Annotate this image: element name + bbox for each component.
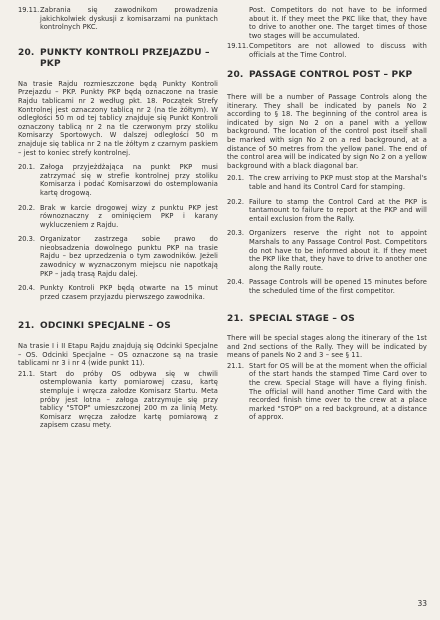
section-intro-21-pl: Na trasie I i II Etapu Rajdu znajdują się Odcinki Specjalne – OS. Odcinki Specjalne – OS oznaczone są na trasie tablicami nr 3 i nr 4 (wide punkt 11).: [18, 341, 218, 368]
section-intro-20-en: There will be a number of Passage Controls along the itinerary. They shall be indicated by panels No 2 according to § 18. The beginning of the control area is indicated by sign No 2 on a panel with a yellow background. The location of the control post itself shall be marked with sign No 2 on a red background, at a distance of 50 metres from the yellow panel. The end of the control area will be indicated by sign No 2 on a yellow background with a black diagonal bar.: [227, 93, 427, 170]
section-heading-21-pl: [18, 321, 218, 333]
section-title: PUNKTY KONTROLI PRZEJAZDU – PKP: [40, 47, 210, 70]
item-number: 20.1.: [227, 174, 245, 183]
item-21-1-pl: [18, 370, 218, 430]
item-text: Passage Controls will be opened 15 minutes before the scheduled time of the first competitor.: [249, 278, 427, 295]
item-text: Start do próby OS odbywa się w chwili ostemplowania karty pomiarowej czasu, kartę stempluje i wręcza załodze Komisarz Startu. Meta próby jest lotna – załoga zatrzymuje się przy tablicy "STOP" umieszczonej 200 m za linią Mety. Komisarz wręcza załodze kartę pomiarową z zapisem czasu mety.: [40, 369, 218, 430]
item-text: Brak w karcie drogowej wizy z punktu PKP jest równoznaczny z ominięciem PKP i karany wykluczeniem z Rajdu.: [40, 203, 218, 229]
section-number: 21.: [18, 321, 35, 332]
item-text: Organizator zastrzega sobie prawo do nieobsadzenia dowolnego punktu PKP na trasie Rajdu – bez uprzedzenia o tym zawodników. Jeżeli zawodnicy w wyznaczonym miejscu nie napotkają PKP – jadą trasą Rajdu dalej.: [40, 235, 218, 278]
section-intro-20-pl: Na trasie Rajdu rozmieszczone będą Punkty Kontroli Przejazdu – PKP. Punkty PKP będą oznaczone na trasie Rajdu tablicami nr 2 według pkt. 18. Początek Strefy Kontrolnej jest oznaczony tablicą nr 2 (na tle żółtym). W odległości 50 m od tej tablicy znajduje się Punkt Kontroli oznaczony tablicą nr 2 na tle czerwonym przy stoliku Komisarzy Sportowych. W dalszej odległości 50 m znajduje się tablica nr 2 na tle żółtym z czarnym paskiem – jest to koniec strefy kontrolnej.: [18, 79, 218, 157]
item-number: 20.3.: [227, 229, 245, 238]
item-text: Failure to stamp the Control Card at the PKP is tantamount to failure to report at the PKP and will entail exclusion from the Rally.: [249, 197, 427, 223]
item-text: Punkty Kontroli PKP będą otwarte na 15 minut przed czasem przyjazdu pierwszego zawodnika.: [40, 284, 218, 301]
item-number: 20.3.: [18, 235, 36, 244]
item-text: Zabrania się zawodnikom prowadzenia jakichkolwiek dyskusji z komisarzami na punktach kontrolnych PKC.: [40, 6, 218, 32]
item-number: 21.1.: [18, 369, 36, 378]
item-text: Start for OS will be at the moment when the official of the start hands the stamped Time Card over to the crew. Special Stage will have a flying finish. The official will hand another Time Card with the recorded finish time over to the crew at a place marked "STOP" on a red background, at a distance of approx.: [249, 361, 427, 422]
section-title: ODCINKI SPECJALNE – OS: [40, 321, 171, 332]
item-21-1-en: [227, 362, 427, 422]
item-number: 19.11.: [18, 6, 40, 14]
item-number: 19.11.: [227, 42, 249, 51]
section-heading-20-pl: [18, 48, 218, 71]
item-20-2-pl: [18, 204, 218, 230]
section-number: 20.: [18, 47, 35, 58]
item-number: 21.1.: [227, 361, 245, 370]
item-20-1-pl: [18, 163, 218, 197]
item-text: The crew arriving to PKP must stop at the Marshal's table and hand its Control Card for stamping.: [249, 174, 427, 191]
page-number: 33: [417, 599, 427, 608]
section-heading-21-en: [227, 314, 427, 326]
section-number: 20.: [227, 69, 244, 80]
item-20-3-en: [227, 229, 427, 272]
section-title: SPECIAL STAGE – OS: [249, 313, 355, 324]
item-number: 20.1.: [18, 163, 36, 172]
item-number: 20.4.: [227, 278, 245, 287]
item-19-11-en: [227, 42, 427, 59]
left-column-polish: [18, 6, 218, 436]
item-20-4-pl: [18, 284, 218, 301]
item-20-1-en: [227, 174, 427, 191]
section-heading-20-en: [227, 70, 427, 82]
item-number: 20.4.: [18, 284, 36, 293]
item-number: 20.2.: [227, 197, 245, 206]
item-20-4-en: [227, 278, 427, 295]
item-text: Organizers reserve the right not to appoint Marshals to any Passage Control Post. Competitors do not have to be informed about it. If they meet the PKP like that, they have to drive to another one along the Rally route.: [249, 229, 427, 272]
item-text: Competitors are not allowed to discuss with officials at the Time Control.: [249, 42, 427, 59]
item-19-11-pl: [18, 6, 218, 32]
section-intro-21-en: There will be special stages along the itinerary of the 1st and 2nd sections of the Rally. They will be indicated by means of panels No 2 and 3 – see § 11.: [227, 334, 427, 360]
continued-text-en: [227, 6, 427, 40]
item-number: 20.2.: [18, 203, 36, 212]
section-title: PASSAGE CONTROL POST – PKP: [249, 69, 413, 80]
right-column-english: [227, 6, 427, 428]
item-20-2-en: [227, 198, 427, 224]
item-text: Post. Competitors do not have to be informed about it. If they meet the PKC like that, they have to drive to another one. The target times of those two stages will be accumulated.: [249, 6, 427, 40]
section-number: 21.: [227, 313, 244, 324]
item-text: Załoga przyjeżdżająca na punkt PKP musi zatrzymać się w strefie kontrolnej przy stoliku Komisarza i podać Komisarzowi do ostemplowania kartę drogową.: [40, 163, 218, 197]
item-20-3-pl: [18, 235, 218, 278]
